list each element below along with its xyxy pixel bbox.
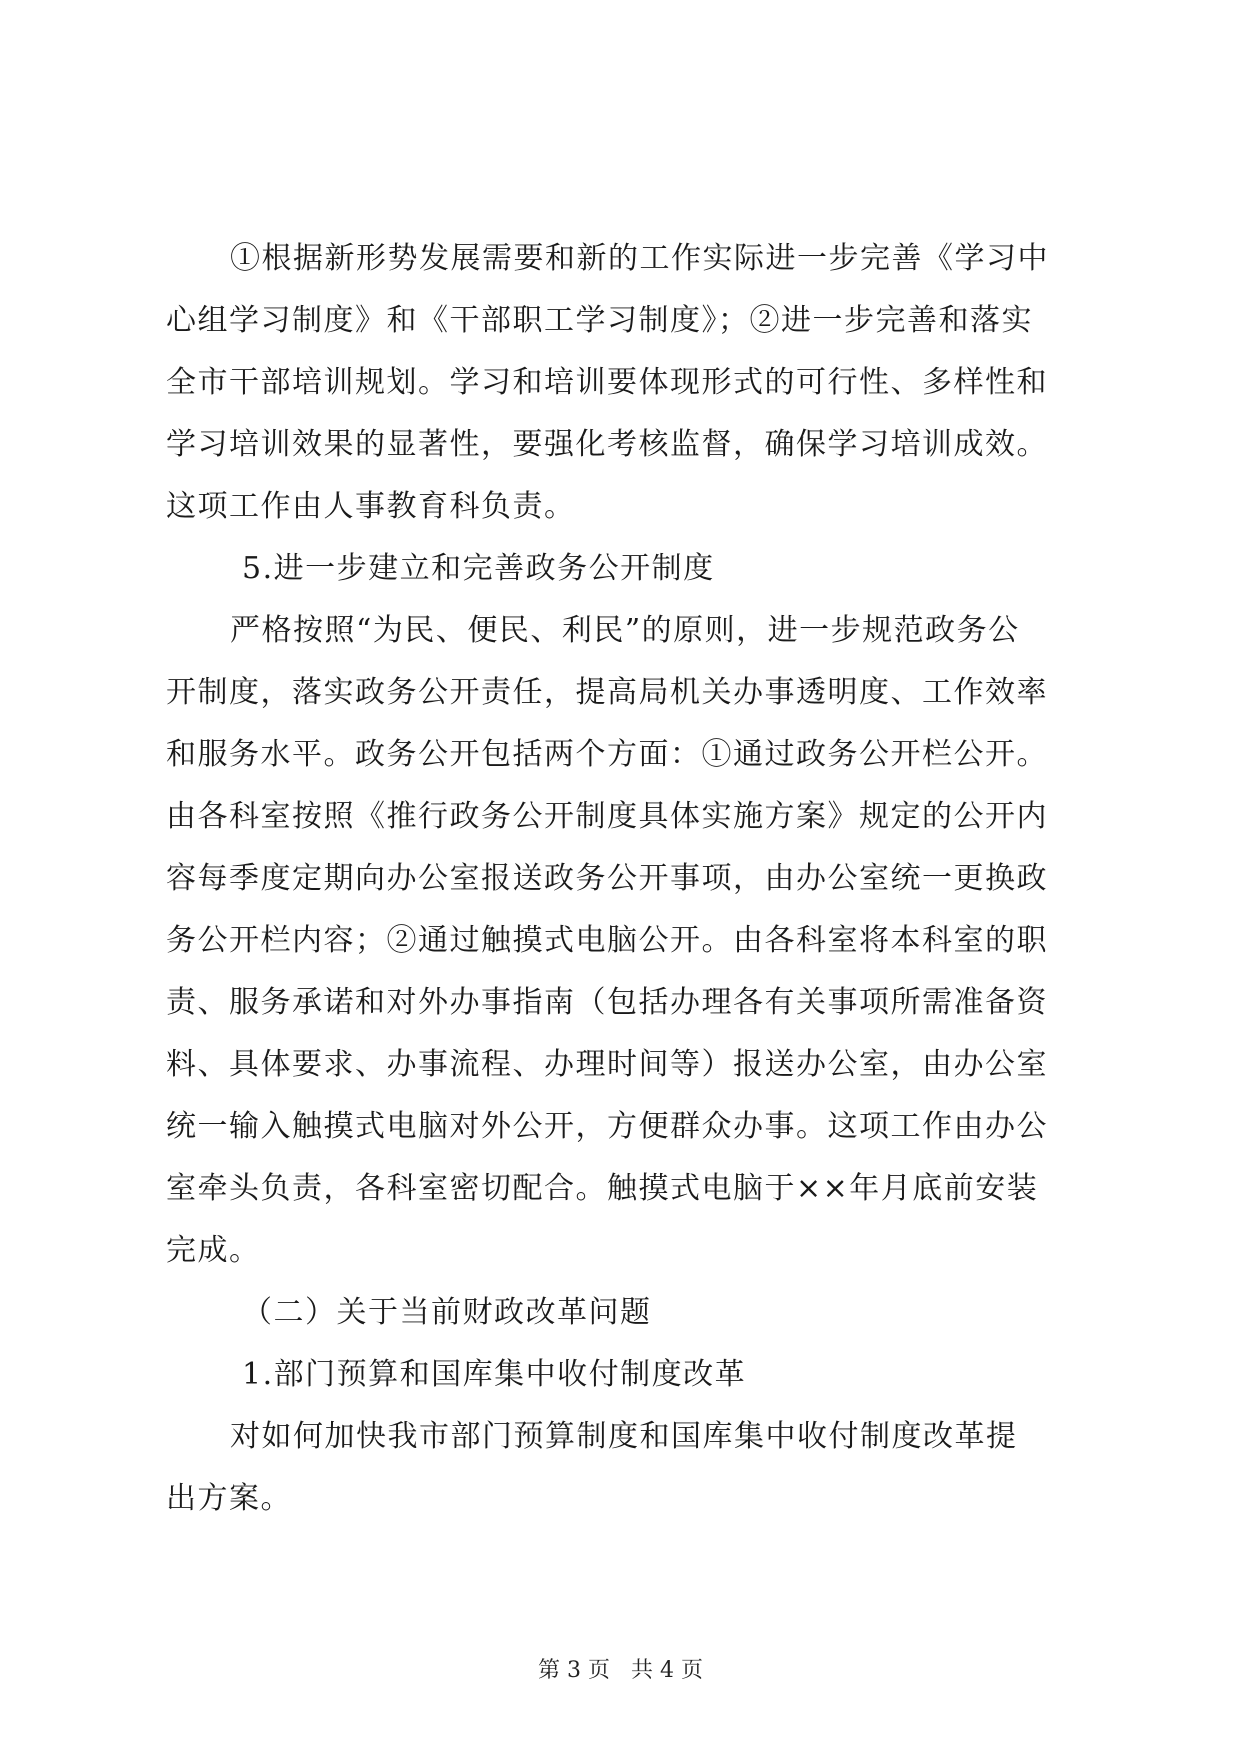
paragraph-line: 由各科室按照《推行政务公开制度具体实施方案》规定的公开内 — [166, 799, 1048, 834]
paragraph-budget-reform — [166, 1406, 1086, 1530]
paragraph-line: ①根据新形势发展需要和新的工作实际进一步完善《学习中 — [230, 241, 1049, 276]
page-number-current: 第 3 页 — [538, 1658, 610, 1683]
paragraph-line: 和服务水平。政务公开包括两个方面：①通过政务公开栏公开。 — [166, 737, 1048, 772]
section-heading-government-affairs — [166, 538, 1086, 600]
paragraph-line: 这项工作由人事教育科负责。 — [166, 489, 576, 524]
paragraph-line: 容每季度定期向办公室报送政务公开事项，由办公室统一更换政 — [166, 861, 1048, 896]
paragraph-line: 心组学习制度》和《干部职工学习制度》；②进一步完善和落实 — [166, 303, 1033, 338]
document-body — [166, 228, 1086, 1530]
paragraph-line: 学习培训效果的显著性，要强化考核监督，确保学习培训成效。 — [166, 427, 1048, 462]
page-footer — [0, 1656, 1241, 1686]
paragraph-line: 全市干部培训规划。学习和培训要体现形式的可行性、多样性和 — [166, 365, 1048, 400]
paragraph-line: 责、服务承诺和对外办事指南（包括办理各有关事项所需准备资 — [166, 985, 1048, 1020]
heading-text: 5.进一步建立和完善政务公开制度 — [242, 551, 715, 586]
paragraph-line: 统一输入触摸式电脑对外公开，方便群众办事。这项工作由办公 — [166, 1109, 1048, 1144]
page-number-total: 共 4 页 — [631, 1658, 703, 1683]
heading-text: 1.部门预算和国库集中收付制度改革 — [242, 1357, 747, 1392]
paragraph-study-system — [166, 228, 1086, 538]
paragraph-line: 料、具体要求、办事流程、办理时间等）报送办公室，由办公室 — [166, 1047, 1048, 1082]
paragraph-line: 开制度，落实政务公开责任，提高局机关办事透明度、工作效率 — [166, 675, 1048, 710]
section-heading-finance-reform — [166, 1282, 1086, 1344]
paragraph-line: 务公开栏内容；②通过触摸式电脑公开。由各科室将本科室的职 — [166, 923, 1048, 958]
paragraph-line: 出方案。 — [166, 1481, 292, 1516]
paragraph-line: 严格按照“为民、便民、利民”的原则，进一步规范政务公 — [230, 613, 1020, 648]
paragraph-line: 对如何加快我市部门预算制度和国库集中收付制度改革提 — [230, 1419, 1018, 1454]
heading-text: （二）关于当前财政改革问题 — [242, 1295, 652, 1330]
paragraph-line: 室牵头负责，各科室密切配合。触摸式电脑于××年月底前安装 — [166, 1171, 1039, 1206]
section-heading-budget-reform — [166, 1344, 1086, 1406]
paragraph-government-affairs — [166, 600, 1086, 1282]
paragraph-line: 完成。 — [166, 1233, 261, 1268]
